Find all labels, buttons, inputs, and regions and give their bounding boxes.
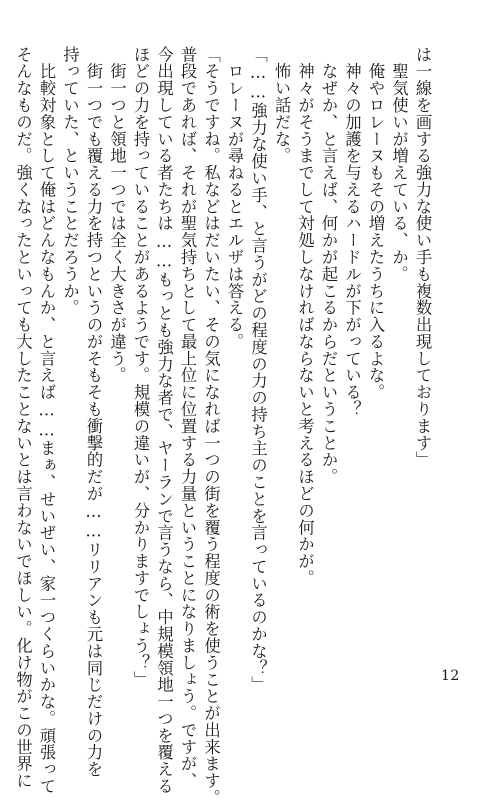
text-line: 「……強力な使い手、と言うがどの程度の力の持ち主のことを言っているのかな？」 <box>248 46 268 694</box>
text-line: 神々の加護を与えるハードルが下がっている？ <box>342 46 362 418</box>
text-line: 俺やロレーヌもその増えたうちに入るよな。 <box>366 46 385 401</box>
text-line: 今出現している者たちは……もっとも強力な者で、ヤーランで言うなら、中規模領地一つを覆える <box>154 46 174 795</box>
text-line: ロレーヌが尋ねるとエルザは答える。 <box>225 46 244 351</box>
text-line: 比較対象として俺はどんなもんか、と言えば……まぁ、せいぜい、家一つくらいかな。頑張って <box>37 46 56 795</box>
text-line: なぜか、と言えば、何かが起こるからだということか。 <box>319 46 338 486</box>
text-line: 街一つでも覆える力を持つというのがそもそも衝撃的だが……リリアンも元は同じだけの力を <box>84 46 103 778</box>
text-line: 普段であれば、それが聖気持ちとして最上位に位置する力量ということになりましょう。ですが、 <box>178 46 197 790</box>
text-line: 街一つと領地一つでは全く大きさが違う。 <box>107 46 127 384</box>
text-line: 聖気使いが増えている、か。 <box>389 46 409 283</box>
text-line: そんなものだ。強くなったといっても大したことないとは言わないでほしい。化け物がこの世界に <box>13 46 33 790</box>
text-line: ほどの力を持っていることがあるようです。規模の違いが、分かりますでしょう？」 <box>131 46 150 688</box>
page-number: 12 <box>441 668 460 684</box>
text-line: 持っていた、ということだろうか。 <box>60 46 80 317</box>
text-line: は一線を画する強力な使い手も複数出現しております」 <box>413 46 432 469</box>
text-line: 「そうですね。私などはだいたい、その気になれば一つの街を覆う程度の術を使うことが出来ます。 <box>201 46 221 806</box>
vertical-text-body <box>11 46 434 806</box>
text-line: 神々がそうまでして対処しなければならないと考えるほどの何かが。 <box>295 46 315 587</box>
text-line: 怖い話だな。 <box>272 46 291 165</box>
